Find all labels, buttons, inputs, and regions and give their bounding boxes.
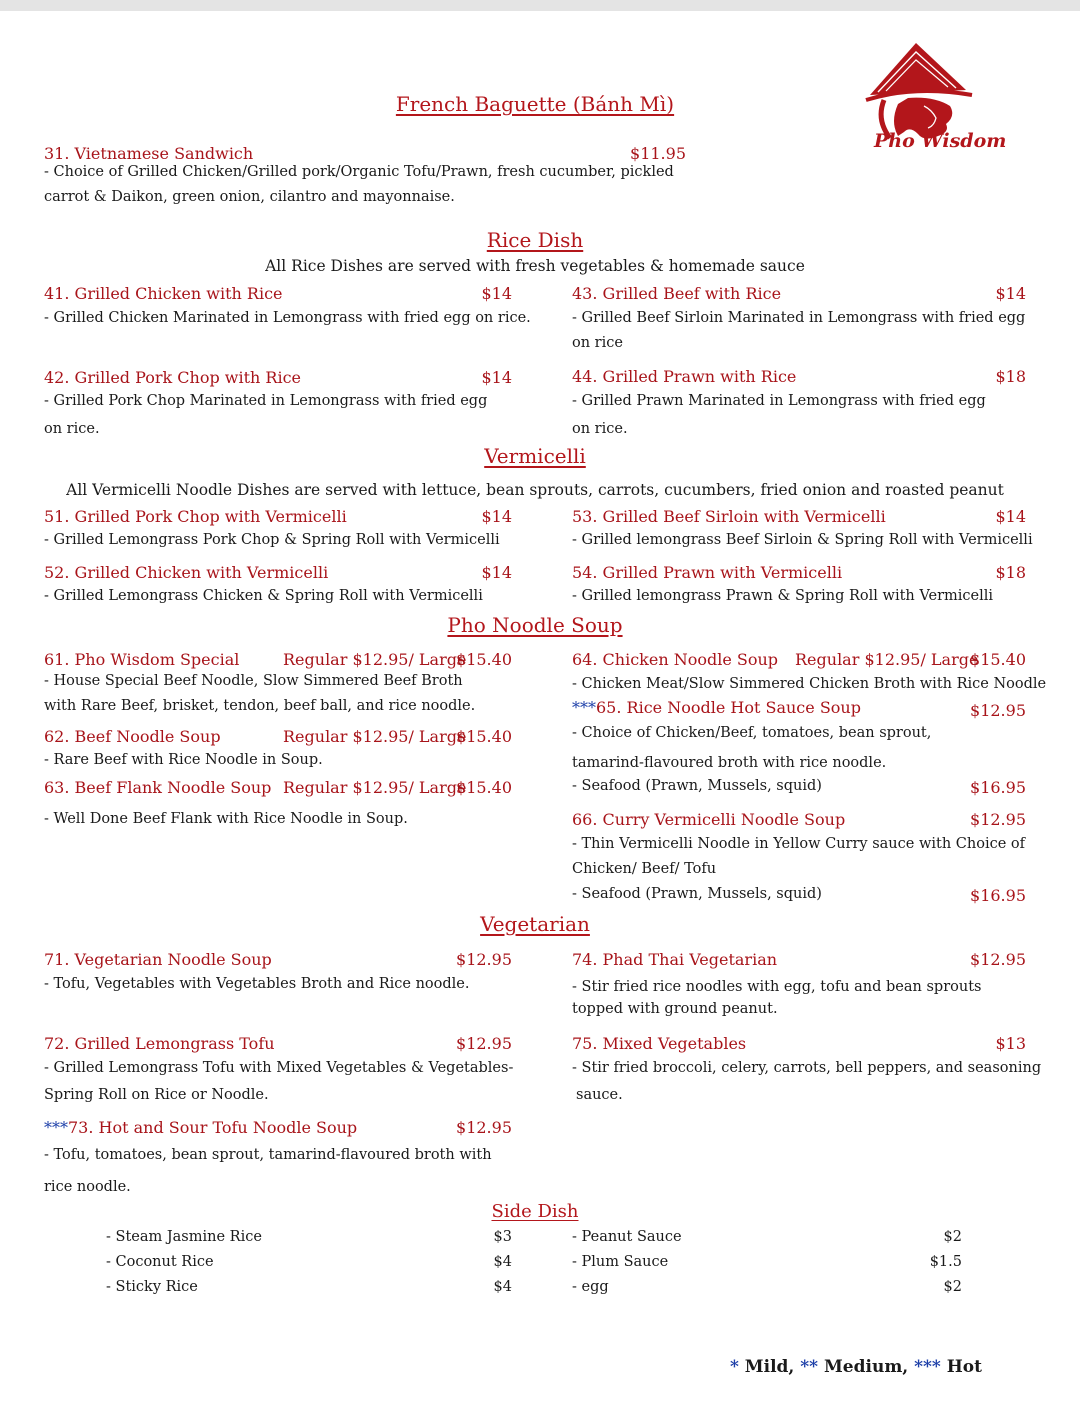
item-43-desc: on rice [572,335,623,351]
item-53-desc: - Grilled lemongrass Beef Sirloin & Spring Roll with Vermicelli [572,532,1033,548]
legend-medium-marker: ** [800,1357,819,1377]
item-71-desc: - Tofu, Vegetables with Vegetables Broth and Rice noodle. [44,976,470,992]
side-dish-price: $2 [943,1279,962,1295]
item-63-price: $15.40 [456,778,512,797]
item-65-desc: tamarind-flavoured broth with rice noodle. [572,755,887,771]
item-31-price: $11.95 [630,144,686,163]
item-61-size: Regular $12.95/ Large [283,650,467,669]
legend-mild-marker: * [730,1357,739,1377]
legend-hot-marker: *** [914,1357,941,1377]
item-43-desc: - Grilled Beef Sirloin Marinated in Lemongrass with fried egg [572,310,1026,326]
side-dish-name: - Steam Jasmine Rice [106,1229,262,1245]
section-title-vermicelli: Vermicelli [484,444,586,468]
item-73-name-text: 73. Hot and Sour Tofu Noodle Soup [68,1118,358,1137]
spice-legend [730,1357,982,1377]
section-title-pho: Pho Noodle Soup [447,613,623,637]
item-52-name: 52. Grilled Chicken with Vermicelli [44,563,329,582]
item-74-desc: - Stir fried rice noodles with egg, tofu and bean sprouts [572,979,982,995]
side-dish-name: - Sticky Rice [106,1279,198,1295]
item-66-option: - Seafood (Prawn, Mussels, squid) [572,886,822,902]
legend-hot-label: Hot [940,1357,982,1377]
item-62-name: 62. Beef Noodle Soup [44,727,221,746]
item-43-price: $14 [995,284,1026,303]
item-62-desc: - Rare Beef with Rice Noodle in Soup. [44,752,323,768]
item-72-name: 72. Grilled Lemongrass Tofu [44,1034,275,1053]
item-31-desc: - Choice of Grilled Chicken/Grilled pork/Organic Tofu/Prawn, fresh cucumber, pickled [44,164,674,180]
section-title-vegetarian: Vegetarian [480,912,590,936]
spice-level-hot-marker: *** [572,698,596,717]
side-dish-name: - Plum Sauce [572,1254,669,1270]
item-53-price: $14 [995,507,1026,526]
item-64-name: 64. Chicken Noodle Soup [572,650,779,669]
section-title-banh-mi: French Baguette (Bánh Mì) [395,92,675,116]
section-title-rice: Rice Dish [486,228,584,252]
item-61-desc: - House Special Beef Noodle, Slow Simmered Beef Broth [44,673,463,689]
spice-level-hot-marker: *** [44,1118,68,1137]
item-66-name: 66. Curry Vermicelli Noodle Soup [572,810,846,829]
item-75-name: 75. Mixed Vegetables [572,1034,747,1053]
section-note-vermicelli: All Vermicelli Noodle Dishes are served with lettuce, bean sprouts, carrots, cucumbers, fried onion and roasted peanut [66,481,1004,499]
side-dish-price: $1.5 [929,1254,962,1270]
item-64-size: Regular $12.95/ Large [795,650,979,669]
item-65-name [572,698,861,717]
item-31-desc: carrot & Daikon, green onion, cilantro and mayonnaise. [44,189,455,205]
item-53-name: 53. Grilled Beef Sirloin with Vermicelli [572,507,886,526]
item-42-desc: on rice. [44,421,100,437]
item-42-desc: - Grilled Pork Chop Marinated in Lemongrass with fried egg [44,393,488,409]
section-title-side: Side Dish [491,1201,579,1222]
item-42-price: $14 [481,368,512,387]
side-dish-price: $4 [493,1254,512,1270]
item-51-name: 51. Grilled Pork Chop with Vermicelli [44,507,347,526]
item-31-name: 31. Vietnamese Sandwich [44,144,254,163]
item-66-desc: - Thin Vermicelli Noodle in Yellow Curry sauce with Choice of [572,836,1025,852]
item-66-price: $12.95 [970,810,1026,829]
item-41-name: 41. Grilled Chicken with Rice [44,284,283,303]
item-71-name: 71. Vegetarian Noodle Soup [44,950,272,969]
item-65-desc: - Choice of Chicken/Beef, tomatoes, bean sprout, [572,725,932,741]
item-65-name-text: 65. Rice Noodle Hot Sauce Soup [596,698,861,717]
item-44-price: $18 [995,367,1026,386]
item-63-desc: - Well Done Beef Flank with Rice Noodle in Soup. [44,811,408,827]
item-75-price: $13 [995,1034,1026,1053]
item-72-desc: Spring Roll on Rice or Noodle. [44,1087,269,1103]
item-64-desc: - Chicken Meat/Slow Simmered Chicken Broth with Rice Noodle [572,676,1047,692]
item-52-desc: - Grilled Lemongrass Chicken & Spring Roll with Vermicelli [44,588,483,604]
item-73-desc: rice noodle. [44,1179,131,1195]
top-bar [0,0,1080,11]
item-42-name: 42. Grilled Pork Chop with Rice [44,368,302,387]
item-44-desc: - Grilled Prawn Marinated in Lemongrass with fried egg [572,393,986,409]
item-74-price: $12.95 [970,950,1026,969]
item-54-desc: - Grilled lemongrass Prawn & Spring Roll with Vermicelli [572,588,994,604]
item-65-option-price: $16.95 [970,778,1026,797]
item-41-price: $14 [481,284,512,303]
item-72-desc: - Grilled Lemongrass Tofu with Mixed Vegetables & Vegetables- [44,1060,514,1076]
item-66-desc: Chicken/ Beef/ Tofu [572,861,717,877]
item-61-desc: with Rare Beef, brisket, tendon, beef ball, and rice noodle. [44,698,476,714]
item-73-name [44,1118,357,1137]
item-74-desc: topped with ground peanut. [572,1001,778,1017]
item-72-price: $12.95 [456,1034,512,1053]
item-44-desc: on rice. [572,421,628,437]
item-41-desc: - Grilled Chicken Marinated in Lemongrass with fried egg on rice. [44,310,531,326]
item-61-price: $15.40 [456,650,512,669]
side-dish-name: - egg [572,1279,609,1295]
item-43-name: 43. Grilled Beef with Rice [572,284,782,303]
item-51-price: $14 [481,507,512,526]
item-54-price: $18 [995,563,1026,582]
logo-text: Pho Wisdom [874,130,1007,152]
item-62-size: Regular $12.95/ Large [283,727,467,746]
item-61-name: 61. Pho Wisdom Special [44,650,240,669]
item-62-price: $15.40 [456,727,512,746]
item-66-option-price: $16.95 [970,886,1026,905]
item-54-name: 54. Grilled Prawn with Vermicelli [572,563,843,582]
item-65-option: - Seafood (Prawn, Mussels, squid) [572,778,822,794]
legend-medium-label: Medium, [818,1357,915,1377]
item-44-name: 44. Grilled Prawn with Rice [572,367,797,386]
item-63-name: 63. Beef Flank Noodle Soup [44,778,272,797]
item-51-desc: - Grilled Lemongrass Pork Chop & Spring Roll with Vermicelli [44,532,500,548]
item-75-desc: - Stir fried broccoli, celery, carrots, bell peppers, and seasoning [572,1060,1042,1076]
item-63-size: Regular $12.95/ Large [283,778,467,797]
legend-mild-label: Mild, [738,1357,801,1377]
side-dish-name: - Coconut Rice [106,1254,214,1270]
side-dish-price: $4 [493,1279,512,1295]
item-74-name: 74. Phad Thai Vegetarian [572,950,778,969]
section-note-rice: All Rice Dishes are served with fresh vegetables & homemade sauce [265,257,805,275]
item-75-desc: sauce. [576,1087,623,1103]
item-65-price: $12.95 [970,701,1026,720]
item-52-price: $14 [481,563,512,582]
side-dish-price: $3 [493,1229,512,1245]
item-73-desc: - Tofu, tomatoes, bean sprout, tamarind-flavoured broth with [44,1147,492,1163]
item-64-price: $15.40 [970,650,1026,669]
side-dish-price: $2 [943,1229,962,1245]
item-73-price: $12.95 [456,1118,512,1137]
side-dish-name: - Peanut Sauce [572,1229,682,1245]
item-71-price: $12.95 [456,950,512,969]
